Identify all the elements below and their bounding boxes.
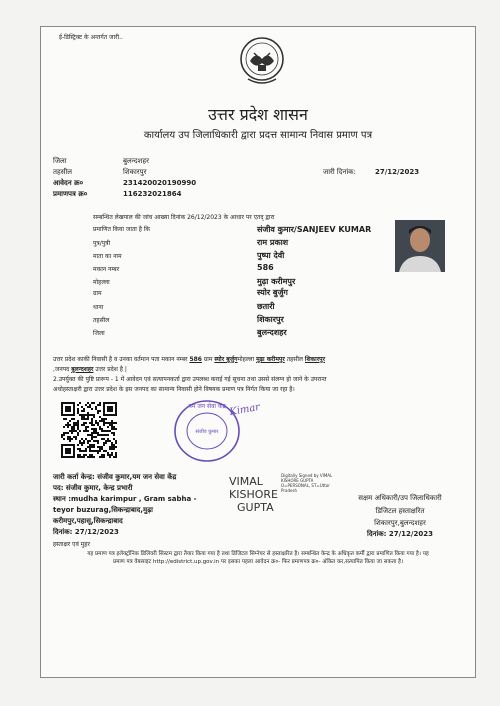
certificate-value: 116232021864 [123, 190, 182, 198]
village-label: ग्राम [93, 290, 102, 297]
svg-text:यम जन सेवा केंद्र: यम जन सेवा केंद्र [188, 403, 226, 410]
issuer-signature-label: हस्ताक्षर एवं मुहर [53, 541, 90, 548]
locality-value: मुढ़ा करीमपुर [257, 277, 296, 286]
authority-title: सक्षम अधिकारी/उप जिलाधिकारी [358, 494, 442, 502]
authority-place: शिकारपुर,बुलन्दशहर [374, 519, 426, 527]
police-value: छतारी [257, 302, 275, 311]
issuer-place-2: teyor buzurag,सिकन्द्राबाद,मुढ़ा [53, 506, 153, 514]
tehsil-label: तहसील [53, 168, 72, 176]
issuer-place-3: करीमपुर,पहासू,सिकन्द्राबाद [53, 517, 123, 525]
issuer-center: जारी कर्ता केन्द्र: संजीव कुमार,यम जन सेवा केंद्र [53, 473, 177, 481]
tehsil-value: शिकारपुर [123, 168, 147, 176]
authority-sign-type: डिजिटल हस्ताक्षरित [375, 507, 425, 515]
issue-date-value: 27/12/2023 [375, 168, 420, 176]
issuer-post: पद: संजीव कुमार, केन्द्र प्रभारी [53, 484, 133, 492]
up-emblem-icon [238, 35, 286, 87]
tehsil-row-label: तहसील [93, 317, 110, 324]
digital-signature-note: Digitally Signed by VIMAL KISHORE GUPTA O=PERSONAL, ST=Uttar Pradesh [281, 473, 333, 493]
svg-text:संजीव कुमार: संजीव कुमार [195, 429, 219, 435]
page-subtitle: कार्यालय उप जिलाधिकारी द्वारा प्रदत्त सामान्य निवास प्रमाण पत्र [143, 130, 373, 141]
declaration-line2: ,जनपद बुलन्दशहर उत्तर प्रदेश है | [53, 366, 127, 373]
police-label: थाना [93, 304, 104, 311]
certificate-page [40, 26, 476, 678]
locality-label: मोहल्ला [93, 279, 110, 286]
edistrict-note: ई-डिस्ट्रिक्ट के अन्तर्गत जारी.. [59, 34, 123, 41]
qr-code [61, 402, 117, 458]
certify-label: प्रमाणित किया जाता है कि [93, 226, 151, 233]
stamp-signature [227, 398, 271, 418]
authority-date: दिनांक: 27/12/2023 [367, 530, 433, 538]
digital-signer-name: VIMAL KISHORE GUPTA [229, 475, 278, 514]
district-value: बुलन्दशहर [123, 157, 149, 165]
declaration-line4: अधोहस्ताक्षरी द्वारा उत्तर प्रदेश के इस जनपद का सामान्य निवासी होने विषयक प्रमाण पत्र निर्गत किया जा रहा है। [53, 386, 295, 393]
application-label: आवेदन क्र० [53, 179, 84, 187]
holder-photo [395, 220, 445, 272]
issuer-date: दिनांक: 27/12/2023 [53, 528, 119, 536]
mother-name: पुष्पा देवी [257, 251, 285, 260]
mother-label: माता का नाम [93, 253, 122, 260]
declaration-line3: 2.उपर्युक्त की पुष्टि प्रारूप - 1 में आवेदन एवं सत्यापनकर्ता द्वारा उपलब्ध कराई गई सूचना तथा उससे संलग्न हो जाने के उपरान्त [53, 376, 327, 383]
father-name: राम प्रकाश [257, 238, 289, 247]
issuer-place-1: स्थान :mudha karimpur , Gram sabha - [53, 495, 197, 503]
village-value: स्योर बुर्जुग [257, 288, 288, 297]
certificate-label: प्रमाणपत्र क्र० [53, 190, 88, 198]
application-value: 231420020190990 [123, 179, 197, 187]
house-label: मकान नम्बर [93, 266, 120, 273]
intro-line: सम्बन्धित लेखपाल की जांच आख्या दिनांक 26/12/2023 के आधार पर एतद् द्वारा [93, 214, 275, 221]
relation-label: पुत्र/पुत्री [93, 240, 111, 247]
svg-text:Kimar: Kimar [228, 401, 261, 418]
issue-date-label: जारी दिनांक: [323, 168, 356, 176]
holder-name: संजीव कुमार/SANJEEV KUMAR [257, 225, 372, 234]
footer-note: यह प्रमाण पत्र इलेक्ट्रॉनिक डिलिवरी सिस्टम द्वारा तैयार किया गया है तथा डिजिटल सिग्नेचर से हस्ताक्षरित है। सम्बन्धित केन्द्र के अधिकृत कर्मी द्वारा प्रमाणित किया गया है। यह प्रमाण पत्र वेबसाइट http://edistrict.up.gov.in पर इसका पहला आवेदन क्र०- फिर प्रमाणपत्र क्र०- अंकित कर,सत्यापित किया जा सकता है। [87, 551, 429, 565]
district-row-value: बुलन्दशहर [257, 328, 287, 337]
district-row-label: जिला [93, 330, 105, 337]
tehsil-row-value: शिकारपुर [257, 315, 284, 324]
district-label: जिला [53, 157, 67, 165]
declaration-line1: उत्तर प्रदेश काकी निवासी है व उनका वर्तमान पता मकान नम्बर 586 ग्राम स्योर बुर्जुगमोहल्ला मुढ़ा करीमपुर तहसील शिकारपुर [53, 356, 326, 363]
page-title: उत्तर प्रदेश शासन [208, 105, 308, 124]
house-number: 586 [257, 263, 274, 272]
